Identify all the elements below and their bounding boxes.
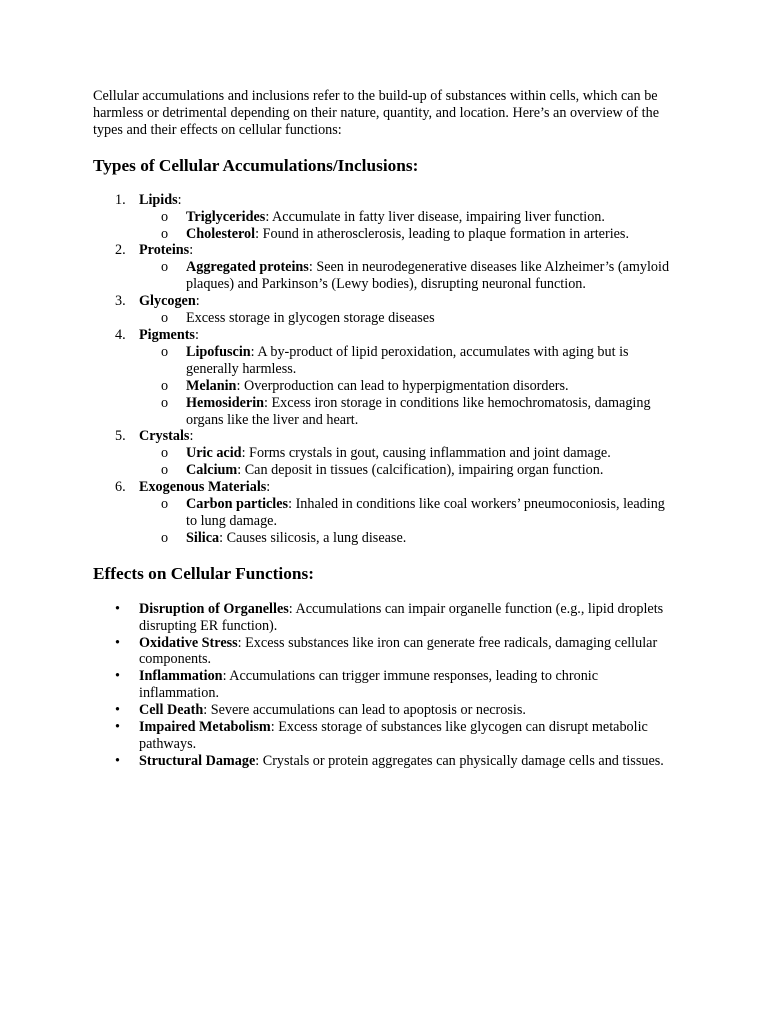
sub-item-term: Silica — [186, 529, 220, 546]
sub-bullet-marker: o — [161, 394, 169, 411]
effect-term: Oxidative Stress — [139, 634, 238, 651]
sub-item-desc: : Overproduction can lead to hyperpigmentation disorders. — [236, 377, 569, 394]
type-sub-list — [139, 310, 678, 327]
type-name: Glycogen — [139, 293, 196, 310]
type-list-item: 5. Crystals: o Uric acid: Forms crystals in gout, causing inflammation and joint damage. o Calcium: Can deposit in tissues (calcification), impairing organ function. — [93, 428, 678, 479]
effect-desc: : Crystals or protein aggregates can physically damage cells and tissues. — [255, 752, 664, 769]
sub-item-term: Cholesterol — [186, 225, 256, 242]
type-sub-item — [139, 378, 678, 395]
type-list-item: 6. Exogenous Materials: o Carbon particles: Inhaled in conditions like coal workers’ pneumoconiosis, leading to lung damage. o Silica: Causes silicosis, a lung disease. — [93, 479, 678, 547]
effect-list-item — [93, 635, 678, 669]
type-number: 4. — [115, 326, 126, 343]
type-number: 5. — [115, 428, 126, 445]
type-name: Exogenous Materials — [139, 479, 267, 496]
type-number: 6. — [115, 479, 126, 496]
type-list-item: 1. Lipids: o Triglycerides: Accumulate in fatty liver disease, impairing liver function. o Cholesterol: Found in atherosclerosis, leading to plaque formation in arteries. — [93, 192, 678, 243]
sub-item-term: Aggregated proteins — [186, 259, 309, 276]
type-list-item: 4. Pigments: o Lipofuscin: A by-product of lipid peroxidation, accumulates with aging but is generally harmless. o Melanin: Overproduction can lead to hyperpigmentation disorders. o Hemosiderin: Excess iron storage in conditions like hemochromatosis, damaging organs like the liver and heart. — [93, 327, 678, 428]
effect-list-item — [93, 702, 678, 719]
sub-item-desc: : Can deposit in tissues (calcification), impairing organ function. — [237, 462, 604, 479]
type-name: Lipids — [139, 191, 178, 208]
effect-desc: : Excess substances like iron can generate free radicals, damaging cellular components. — [139, 634, 658, 668]
sub-bullet-marker: o — [161, 208, 169, 225]
type-sub-item — [139, 445, 678, 462]
types-heading: Types of Cellular Accumulations/Inclusions: — [93, 155, 419, 175]
effect-term: Cell Death — [139, 702, 204, 719]
type-sub-list — [139, 344, 678, 429]
intro-paragraph: Cellular accumulations and inclusions refer to the build-up of substances within cells, which can be harmless or detrimental depending on their nature, quantity, and location. Here’s an overview of the types and their effects on cellular functions: — [93, 88, 660, 138]
sub-item-desc: : Excess iron storage in conditions like hemochromatosis, damaging organs like the liver and heart. — [186, 394, 651, 428]
type-list-item: 2. Proteins: o Aggregated proteins: Seen in neurodegenerative diseases like Alzheimer’s (amyloid plaques) and Parkinson’s (Lewy bodies), disrupting neuronal function. — [93, 242, 678, 293]
sub-item-term: Uric acid — [186, 445, 242, 462]
type-sub-list — [139, 209, 678, 243]
type-sub-item — [139, 344, 678, 378]
sub-bullet-marker: o — [161, 310, 169, 327]
type-sub-item — [139, 310, 678, 327]
sub-bullet-marker: o — [161, 496, 169, 513]
sub-item-term: Melanin — [186, 377, 237, 394]
type-sub-item — [139, 496, 678, 530]
sub-bullet-marker: o — [161, 462, 169, 479]
type-number: 1. — [115, 191, 126, 208]
effect-list-item — [93, 753, 678, 770]
type-sub-item — [139, 226, 678, 243]
type-sub-item — [139, 209, 678, 226]
type-sub-item — [139, 395, 678, 429]
type-sub-list — [139, 496, 678, 547]
type-name: Proteins — [139, 242, 190, 259]
type-name: Pigments — [139, 326, 195, 343]
effect-term: Inflammation — [139, 668, 223, 685]
effects-heading: Effects on Cellular Functions: — [93, 563, 314, 583]
effect-desc: : Severe accumulations can lead to apoptosis or necrosis. — [203, 702, 526, 719]
effect-term: Disruption of Organelles — [139, 600, 289, 617]
effect-list-item — [93, 719, 678, 753]
sub-item-term: Triglycerides — [186, 208, 266, 225]
sub-bullet-marker: o — [161, 529, 169, 546]
sub-bullet-marker: o — [161, 225, 169, 242]
document-page — [93, 88, 678, 770]
sub-bullet-marker: o — [161, 377, 169, 394]
sub-item-desc: : Seen in neurodegenerative diseases like Alzheimer’s (amyloid plaques) and Parkinson’s (Lewy bodies), disrupting neuronal function. — [186, 259, 670, 293]
sub-bullet-marker: o — [161, 259, 169, 276]
type-sub-item — [139, 259, 678, 293]
effect-desc: : Accumulations can trigger immune responses, leading to chronic inflammation. — [139, 668, 599, 702]
sub-item-term: Carbon particles — [186, 496, 289, 513]
effect-desc: : Accumulations can impair organelle function (e.g., lipid droplets disrupting ER function). — [139, 600, 664, 634]
type-number: 3. — [115, 293, 126, 310]
effect-list-item — [93, 601, 678, 635]
sub-item-term: Hemosiderin — [186, 394, 265, 411]
effects-list — [93, 601, 678, 770]
sub-bullet-marker: o — [161, 445, 169, 462]
effect-list-item — [93, 668, 678, 702]
type-sub-item — [139, 530, 678, 547]
type-number: 2. — [115, 242, 126, 259]
bullet-marker: • — [115, 752, 120, 769]
type-sub-item — [139, 462, 678, 479]
effect-term: Structural Damage — [139, 752, 256, 769]
sub-bullet-marker: o — [161, 343, 169, 360]
type-sub-list — [139, 259, 678, 293]
sub-item-term: Lipofuscin — [186, 343, 251, 360]
sub-item-desc: : Found in atherosclerosis, leading to plaque formation in arteries. — [255, 225, 629, 242]
bullet-marker: • — [115, 702, 120, 719]
sub-item-term: Calcium — [186, 462, 238, 479]
sub-item-desc: Excess storage in glycogen storage diseases — [186, 310, 435, 327]
sub-item-desc: : A by-product of lipid peroxidation, accumulates with aging but is generally harmless. — [186, 343, 629, 377]
bullet-marker: • — [115, 719, 120, 736]
sub-item-desc: : Causes silicosis, a lung disease. — [219, 529, 407, 546]
sub-item-desc: : Inhaled in conditions like coal workers’ pneumoconiosis, leading to lung damage. — [186, 496, 665, 529]
bullet-marker: • — [115, 668, 120, 685]
type-name: Crystals — [139, 428, 190, 445]
bullet-marker: • — [115, 634, 120, 651]
types-list — [93, 192, 678, 547]
effect-term: Impaired Metabolism — [139, 719, 271, 736]
type-list-item: 3. Glycogen: o Excess storage in glycogen storage diseases — [93, 293, 678, 327]
sub-item-desc: : Forms crystals in gout, causing inflammation and joint damage. — [241, 445, 611, 462]
bullet-marker: • — [115, 600, 120, 617]
sub-item-desc: : Accumulate in fatty liver disease, impairing liver function. — [265, 208, 605, 225]
type-sub-list — [139, 445, 678, 479]
effect-desc: : Excess storage of substances like glycogen can disrupt metabolic pathways. — [139, 719, 648, 752]
